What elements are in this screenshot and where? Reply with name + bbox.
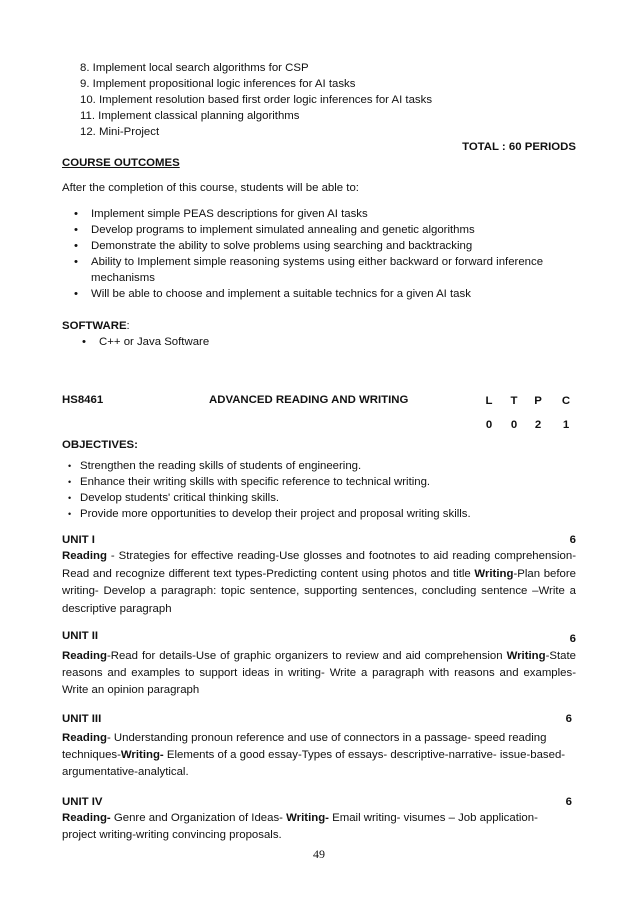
list-item: 8. Implement local search algorithms for CSP: [80, 62, 309, 74]
unit-title: UNIT I: [62, 534, 95, 546]
list-item: • C++ or Java Software: [82, 334, 582, 350]
ltpc-value-p: 2: [534, 419, 542, 431]
writing-text: Email writing- visumes – Job application-project writing-writing convincing proposals.: [62, 812, 538, 841]
list-item: • Develop students' critical thinking skills.: [68, 490, 588, 506]
unit-2-body: [62, 648, 576, 699]
unit-1-body: [62, 548, 576, 618]
writing-text: -State reasons and examples to support ideas in writing- Write a paragraph with reasons and examples- Write an opinion paragraph: [62, 650, 576, 696]
unit-3-body: [62, 730, 567, 781]
software-colon: :: [126, 320, 130, 332]
unit-title: UNIT II: [62, 630, 99, 642]
ltpc-label-l: L: [485, 395, 493, 407]
reading-text: Genre and Organization of Ideas-: [110, 812, 287, 824]
course-code: HS8461: [62, 394, 104, 406]
list-item: • Demonstrate the ability to solve problems using searching and backtracking: [74, 238, 560, 254]
ltpc-label-t: T: [510, 395, 518, 407]
ltpc-value-l: 0: [485, 419, 493, 431]
writing-label: Writing-: [120, 749, 164, 761]
writing-text: -Plan before writing- Develop a paragraph: topic sentence, supporting sentences, concluding sentence –Write a descriptive paragraph: [62, 567, 576, 615]
course-outcomes-intro: After the completion of this course, students will be able to:: [62, 182, 359, 194]
writing-label: Writing: [474, 567, 514, 580]
course-outcomes-list: [74, 206, 560, 302]
writing-text: Elements of a good essay-Types of essays- descriptive-narrative- issue-based-argumentative-analytical.: [62, 749, 566, 778]
reading-label: Reading-: [62, 812, 111, 824]
objectives-list: [68, 458, 588, 522]
course-title: ADVANCED READING AND WRITING: [209, 394, 409, 406]
unit-3-header: [62, 711, 572, 727]
software-list: [82, 334, 582, 350]
list-item: • Enhance their writing skills with specific reference to technical writing.: [68, 474, 588, 490]
reading-label: Reading: [62, 650, 107, 662]
list-item: 9. Implement propositional logic inferences for AI tasks: [80, 78, 356, 90]
software-label: SOFTWARE: [62, 320, 127, 332]
writing-label: Writing-: [286, 812, 329, 824]
list-item: • Provide more opportunities to develop their project and proposal writing skills.: [68, 506, 588, 522]
total-periods: TOTAL : 60 PERIODS: [462, 141, 576, 153]
list-item: • Develop programs to implement simulated annealing and genetic algorithms: [74, 222, 560, 238]
unit-title: UNIT III: [62, 713, 102, 725]
list-item: 11. Implement classical planning algorithms: [80, 110, 300, 122]
course-outcomes-heading: COURSE OUTCOMES: [62, 157, 180, 169]
list-item: • Strengthen the reading skills of students of engineering.: [68, 458, 588, 474]
reading-text: - Strategies for effective reading-Use glosses and footnotes to aid reading comprehension- Read and recognize different text types-Predicting content using photos and title: [62, 550, 576, 580]
list-item: 12. Mini-Project: [80, 126, 160, 138]
software-heading: [62, 318, 130, 334]
ltpc-label-p: P: [534, 395, 542, 407]
list-item: • Implement simple PEAS descriptions for given AI tasks: [74, 206, 560, 222]
unit-hours: 6: [565, 796, 572, 808]
list-item: • Ability to Implement simple reasoning systems using either backward or forward inference mechanisms: [74, 254, 560, 286]
unit-4-body: [62, 810, 562, 844]
unit-hours: 6: [569, 633, 576, 645]
reading-label: Reading: [62, 732, 107, 744]
unit-2-header: [62, 628, 576, 644]
unit-4-header: [62, 794, 572, 810]
list-item: 10. Implement resolution based first order logic inferences for AI tasks: [80, 94, 433, 106]
ltpc-value-c: 1: [562, 419, 570, 431]
list-item: • Will be able to choose and implement a suitable technics for a given AI task: [74, 286, 560, 302]
unit-hours: 6: [569, 534, 576, 546]
writing-label: Writing: [506, 650, 546, 662]
unit-title: UNIT IV: [62, 796, 103, 808]
reading-text: - Understanding pronoun reference and use of connectors in a passage- speed reading techniques-: [62, 732, 547, 761]
practical-list: [80, 60, 432, 140]
ltpc-label-c: C: [561, 395, 571, 407]
ltpc-value-t: 0: [510, 419, 518, 431]
unit-1-header: [62, 532, 576, 548]
reading-text: -Read for details-Use of graphic organizers to review and aid comprehension: [106, 650, 507, 662]
page-number: 49: [313, 847, 325, 861]
objectives-heading: OBJECTIVES:: [62, 439, 138, 451]
unit-hours: 6: [565, 713, 572, 725]
reading-label: Reading: [62, 550, 107, 562]
